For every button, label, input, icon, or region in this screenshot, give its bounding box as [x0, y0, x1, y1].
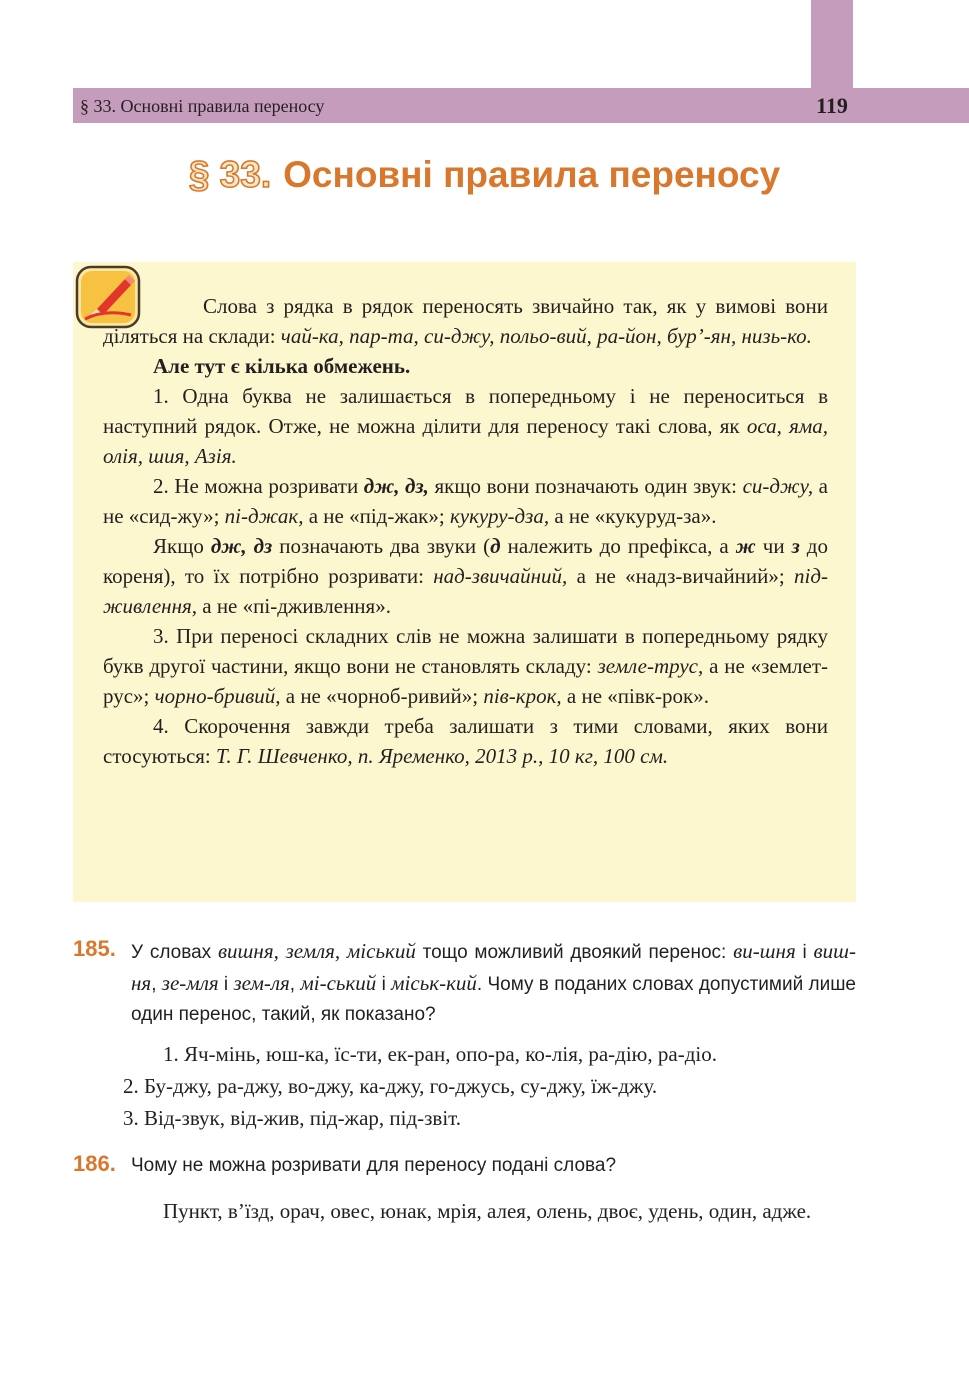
exercise-185-line-3: 3. Від-звук, від-жив, під-жар, під-звіт. [123, 1106, 462, 1130]
exercise-185-words [123, 1038, 856, 1134]
rule-2-note: Якщо дж, дз позначають два звуки (д належить до префікса, а ж чи з до кореня), то їх потрібно розривати: над-звичайний, а не «надз-вичайний»; під-живлення, а не «пі-дживлення». [103, 534, 828, 618]
rule-3: 3. При переносі складних слів не можна залишати в попередньому рядку букв другої частини, якщо вони не становлять складу: земле-трус, а не «землет-рус»; чорно-бривий, а не «чорноб-ривий»; пів-крок, а не «півк-рок». [103, 624, 828, 708]
exercise-186-words: Пункт, в’їзд, орач, овес, юнак, мрія, алея, олень, двоє, удень, один, адже. [163, 1199, 812, 1223]
rule-1: 1. Одна буква не залишається в попередньому і не переноситься в наступний рядок. Отже, не можна ділити для переносу такі слова, як оса, яма, олія, шия, Азія. [103, 384, 828, 468]
rule-4: 4. Скорочення завжди треба залишати з тими словами, яких вони стосуються: Т. Г. Шевченко, п. Яременко, 2013 р., 10 кг, 100 см. [103, 714, 828, 768]
rule-text [103, 291, 828, 771]
rule-intro: Слова з рядка в рядок переносять звичайно так, як у вимові вони діляться на склади: чай-ка, пар-та, си-джу, польо-вий, ра-йон, бур’-ян, низь-ко. [103, 294, 828, 348]
section-number: § 33. [188, 154, 272, 195]
exercise-186-question: Чому не можна розривати для переносу подані слова? [131, 1155, 617, 1176]
running-header-title: § 33. Основні правила переносу [80, 96, 325, 116]
exercise-186-number: 186. [73, 1151, 116, 1176]
page-tab-strip [811, 0, 853, 90]
rule-restrictions-title: Але тут є кілька обмежень. [153, 354, 411, 378]
exercise-185-task: У словах вишня, земля, міський тощо можливий двоякий перенос: ви-шня і виш-ня, зе-мля і зем-ля, мі-ський і міськ-кий. Чому в поданих словах допустимий лише один перенос, такий, як показано? [131, 939, 856, 1025]
exercise-185-line-1: 1. Яч-мінь, юш-ка, їс-ти, ек-ран, опо-ра, ко-лія, ра-дію, ра-діо. [163, 1042, 717, 1066]
exercise-185-line-2: 2. Бу-джу, ра-джу, во-джу, ка-джу, го-джусь, су-джу, їж-джу. [123, 1074, 658, 1098]
section-heading [0, 154, 969, 196]
rule-2: 2. Не можна розривати дж, дз, якщо вони позначають один звук: си-джу, а не «сид-жу»; пі-джак, а не «під-жак»; кукуру-дза, а не «кукуруд-за». [103, 474, 829, 528]
section-title: Основні правила переносу [283, 154, 781, 195]
page-number: 119 [816, 93, 848, 118]
exercise-185-number: 185. [73, 936, 116, 961]
